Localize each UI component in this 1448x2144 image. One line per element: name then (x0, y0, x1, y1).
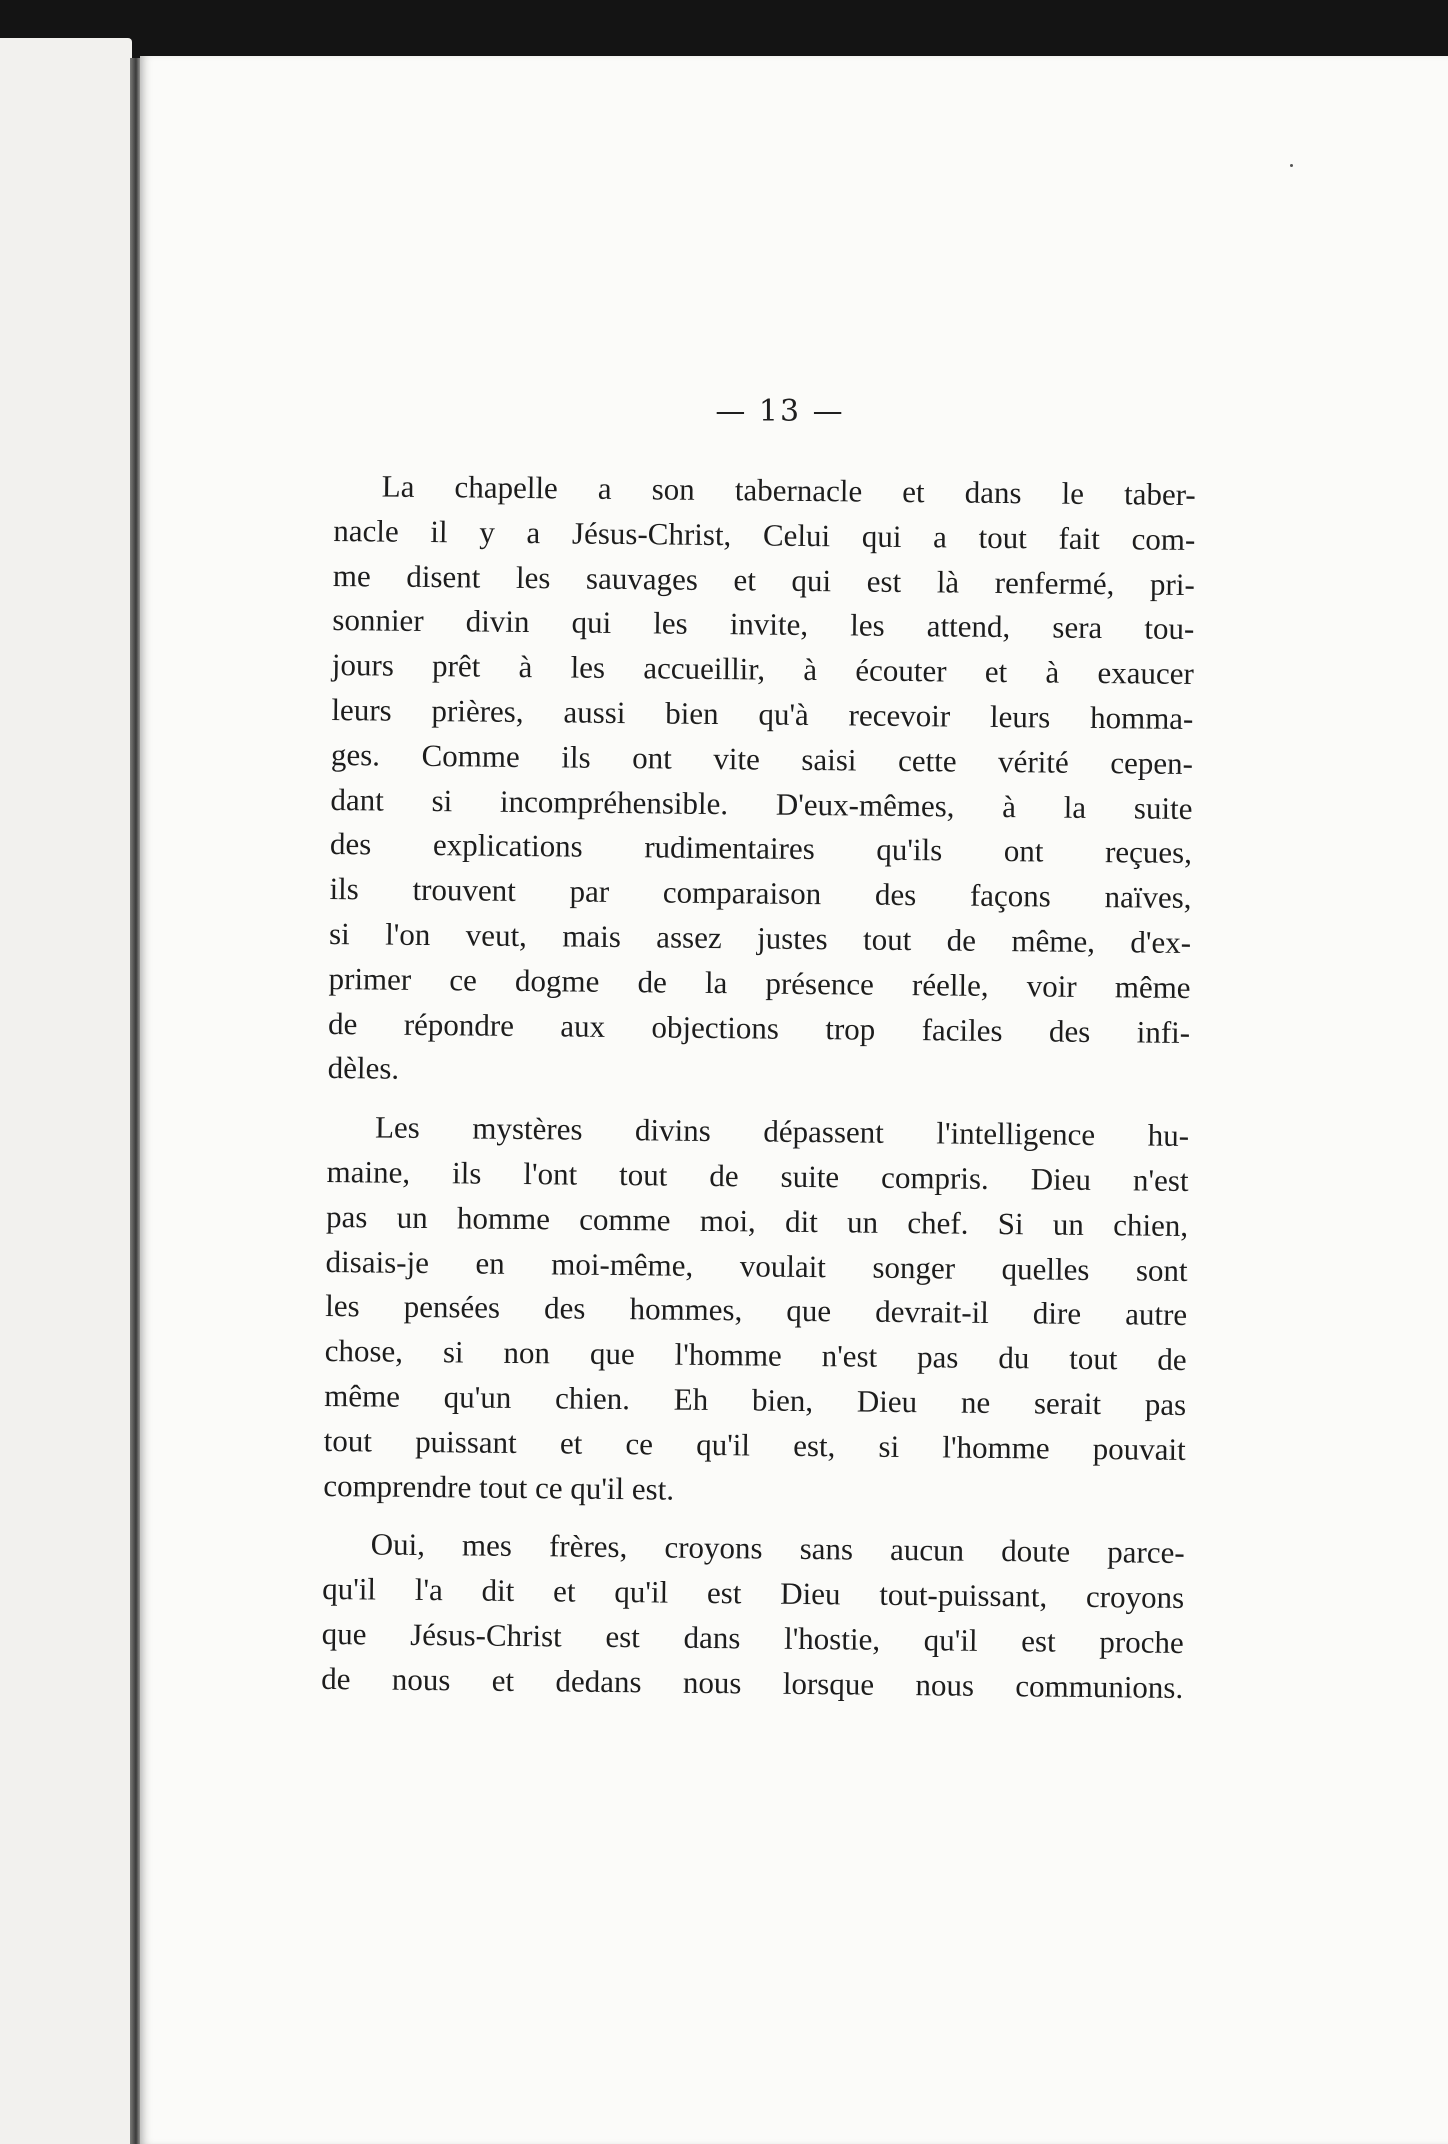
text-line: comprendre tout ce qu'il est. (323, 1467, 675, 1507)
page-number: — 13 — (715, 394, 845, 429)
text-line: les pensées des hommes, que devrait-il dire autre (325, 1288, 1188, 1333)
text-line: ges. Comme ils ont vite saisi cette vérité cepen- (330, 736, 1194, 781)
text-line: nacle il y a Jésus-Christ, Celui qui a tout fait com- (333, 512, 1196, 557)
book-page (140, 56, 1448, 2144)
text-line: si l'on veut, mais assez justes tout de même, d'ex- (328, 915, 1192, 960)
text-line: leurs prières, aussi bien qu'à recevoir leurs homma- (331, 691, 1194, 736)
text-line: disais-je en moi-même, voulait songer quelles sont (325, 1243, 1188, 1288)
text-line: pas un homme comme moi, dit un chef. Si un chien, (325, 1198, 1189, 1243)
text-line: me disent les sauvages et qui est là renfermé, pri- (332, 557, 1195, 602)
text-line: même qu'un chien. Eh bien, Dieu ne serait pas (324, 1377, 1187, 1422)
page-body (321, 464, 1196, 1710)
text-line: des explications rudimentaires qu'ils ont reçues, (329, 826, 1193, 871)
left-page-edge (0, 38, 132, 2144)
text-line: de nous et dedans nous lorsque nous communions. (321, 1660, 1184, 1705)
text-line: maine, ils l'ont tout de suite compris. Dieu n'est (326, 1153, 1189, 1198)
paragraph-2 (323, 1105, 1189, 1517)
text-line: qu'il l'a dit et qu'il est Dieu tout-puissant, croyons (322, 1571, 1185, 1616)
text-line: Les mystères divins dépassent l'intelligence hu- (374, 1109, 1190, 1154)
text-line: chose, si non que l'homme n'est pas du tout de (324, 1333, 1187, 1378)
paper-speck (1290, 164, 1293, 167)
text-line: primer ce dogme de la présence réelle, voir même (328, 960, 1191, 1005)
text-line: dèles. (327, 1050, 400, 1087)
text-line: jours prêt à les accueillir, à écouter et à exaucer (331, 647, 1195, 692)
text-line: La chapelle a son tabernacle et dans le taber- (381, 468, 1196, 513)
text-line: que Jésus-Christ est dans l'hostie, qu'il est proche (321, 1615, 1184, 1660)
paragraph-3 (321, 1522, 1185, 1710)
text-line: ils trouvent par comparaison des façons naïves, (329, 871, 1192, 916)
paragraph-1 (327, 464, 1196, 1100)
text-line: de répondre aux objections trop faciles des infi- (327, 1005, 1191, 1050)
text-line: Oui, mes frères, croyons sans aucun doute parce- (370, 1526, 1185, 1571)
text-line: sonnier divin qui les invite, les attend, sera tou- (332, 602, 1195, 647)
text-line: tout puissant et ce qu'il est, si l'homme pouvait (323, 1422, 1186, 1467)
text-line: dant si incompréhensible. D'eux-mêmes, à la suite (330, 781, 1193, 826)
